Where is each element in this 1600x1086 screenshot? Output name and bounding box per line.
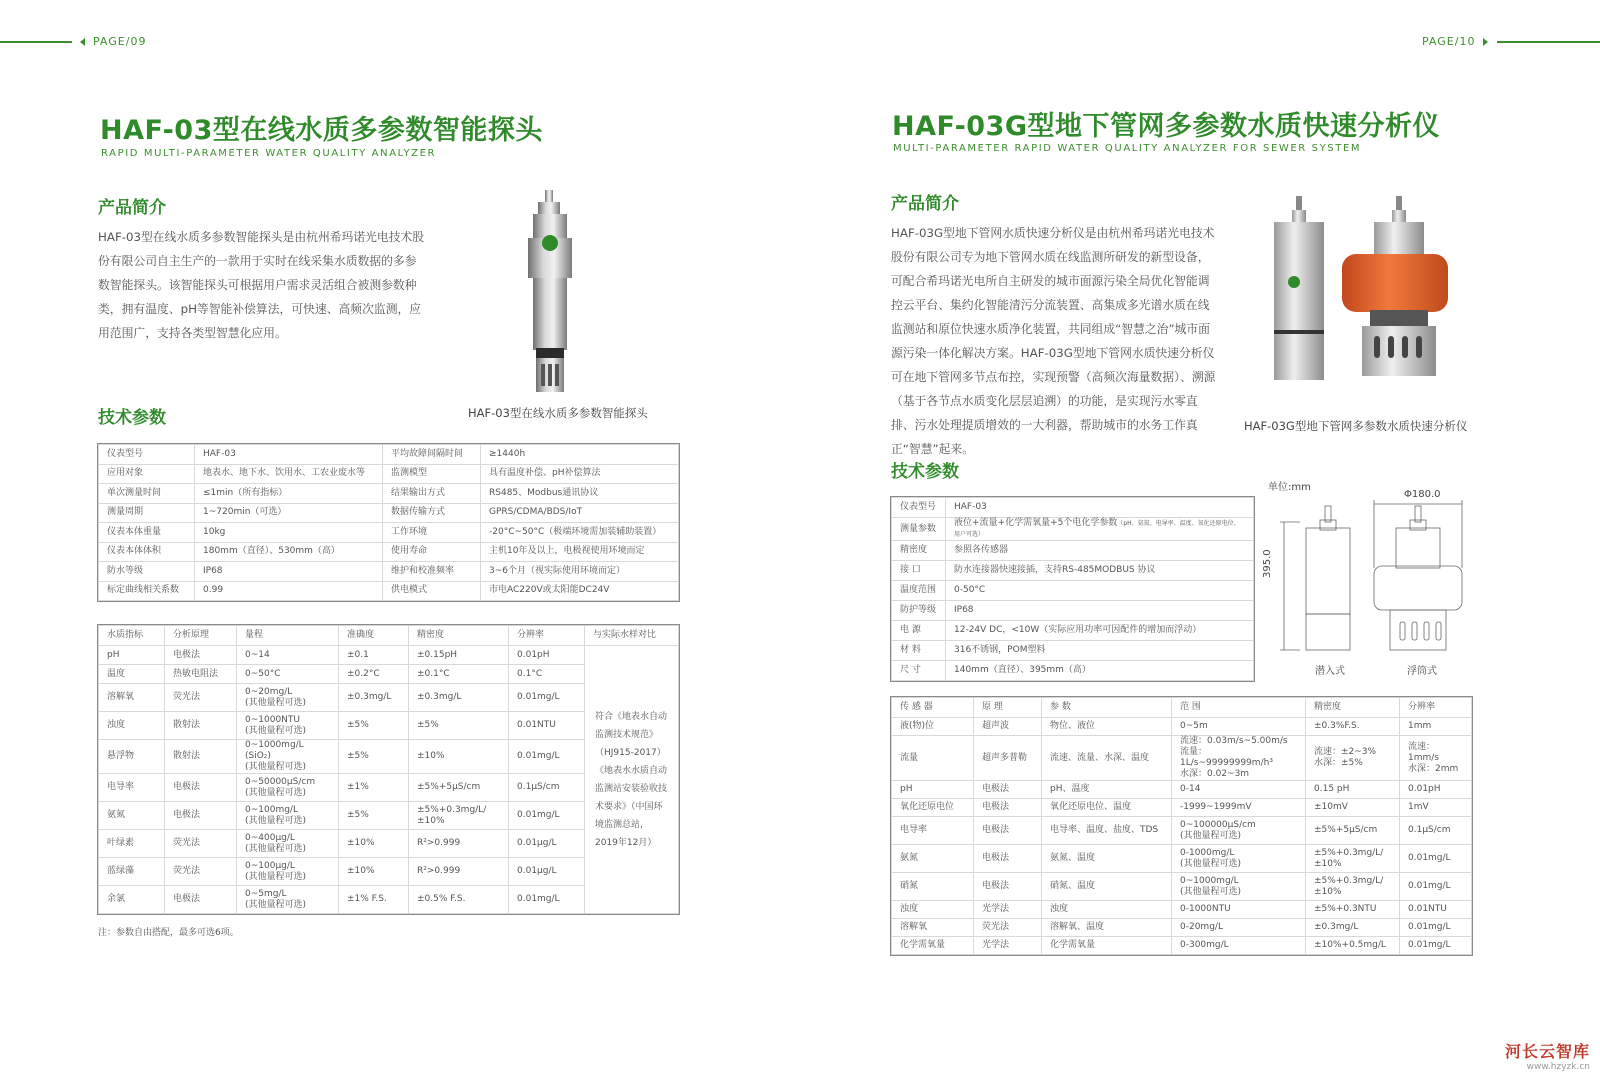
spec-label: 仪表本体体积: [99, 542, 195, 562]
table-row: [892, 901, 1472, 919]
table-cell: 光学法: [974, 937, 1042, 955]
page-number-right: PAGE/10: [1422, 35, 1488, 48]
table-cell: ±0.5% F.S.: [409, 886, 509, 914]
spec-value: IP68: [195, 562, 383, 582]
table-cell: 电极法: [165, 774, 237, 802]
spec-value: 具有温度补偿、pH补偿算法: [481, 464, 679, 484]
spec-label: 使用寿命: [383, 542, 481, 562]
spec-value: GPRS/CDMA/BDS/IoT: [481, 503, 679, 523]
dimension-diagram: [1270, 498, 1480, 658]
left-footnote: 注：参数自由搭配，最多可选6项。: [98, 928, 239, 938]
column-header: 精密度: [1306, 698, 1400, 718]
table-cell: 氨氮: [99, 802, 165, 830]
table-cell: 0.01mg/L: [1400, 845, 1472, 873]
table-cell: 0.01μg/L: [509, 830, 585, 858]
spec-value: 0-50°C: [946, 581, 1254, 601]
table-cell: 硝氮: [892, 873, 974, 901]
table-cell: 0.01mg/L: [1400, 873, 1472, 901]
spec-value: ≥1440h: [481, 445, 679, 465]
table-cell: ±1% F.S.: [339, 886, 409, 914]
diagram-diameter: Φ180.0: [1404, 489, 1441, 500]
table-cell: 0.1°C: [509, 665, 585, 684]
column-header: 分析原理: [165, 626, 237, 646]
table-row: [892, 541, 1254, 561]
spec-value: HAF-03: [946, 498, 1254, 518]
table-cell: 0.01mg/L: [1400, 937, 1472, 955]
triangle-left-icon: [80, 38, 85, 46]
table-cell: 电极法: [165, 886, 237, 914]
table-cell: 0~400μg/L (其他量程可选): [237, 830, 339, 858]
right-intro-text: HAF-03G型地下管网水质快速分析仪是由杭州希玛诺光电技术股份有限公司专为地下管网水质在线监测所研发的新型设备，可配合希玛诺光电所自主研发的城市面源污染全局优化智能调控云平台、集约化智能清污分流装置、高集成多光谱水质在线监测站和原位快速水质净化装置，共同组成“智慧之治”城市面源污染一体化解决方案。HAF-03G型地下管网水质快速分析仪可在地下管网多节点布控，实现预警（高频次海量数据）、溯源（基于各节点水质变化层层追溯）的功能，是实现污水零直排、污水处理提质增效的一大利器，帮助城市的水务工作真正“智慧”起来。: [891, 226, 1216, 456]
table-cell: 电极法: [974, 845, 1042, 873]
table-cell: 0.01mg/L: [509, 740, 585, 774]
table-cell: ±5%: [339, 740, 409, 774]
table-cell: 荧光法: [165, 830, 237, 858]
table-row: [892, 561, 1254, 581]
table-row: [892, 518, 1254, 541]
table-cell: ±5%: [339, 802, 409, 830]
table-cell: 0~14: [237, 646, 339, 665]
table-cell: ±0.3mg/L: [1306, 919, 1400, 937]
table-cell: ±0.1: [339, 646, 409, 665]
spec-label: 工作环境: [383, 523, 481, 543]
left-params-heading: 技术参数: [98, 408, 166, 428]
comparison-note: 符合《地表水自动监测技术规范》（HJ915-2017）《地表水水质自动监测站安装验收技术要求》（中国环境监测总站，2019年12月）: [585, 646, 679, 914]
table-cell: 光学法: [974, 901, 1042, 919]
spec-label: 防护等级: [892, 601, 946, 621]
table-cell: ±5%+0.3mg/L/ ±10%: [1306, 845, 1400, 873]
spec-value: 10kg: [195, 523, 383, 543]
table-cell: ±0.3mg/L: [339, 684, 409, 712]
table-cell: ±10%: [339, 858, 409, 886]
spec-value: -20°C~50°C（极端环境需加装辅助装置）: [481, 523, 679, 543]
table-cell: 超声多普勒: [974, 736, 1042, 781]
spec-label: 材 料: [892, 641, 946, 661]
table-cell: ±5%+0.3NTU: [1306, 901, 1400, 919]
watermark-url: www.hzyzk.cn: [1526, 1062, 1590, 1072]
spec-label: 供电模式: [383, 581, 481, 601]
table-cell: ±5%: [409, 712, 509, 740]
spec-value: ≤1min（所有指标）: [195, 484, 383, 504]
table-row: [892, 937, 1472, 955]
spec-value: 液位+流量+化学需氧量+5个电化学参数（pH、氨氮、电导率、温度、氧化还原电位、用户可选）: [946, 518, 1254, 541]
table-cell: 荧光法: [165, 858, 237, 886]
table-cell: ±5%+5μS/cm: [1306, 817, 1400, 845]
table-cell: 电导率、温度、盐度、TDS: [1042, 817, 1172, 845]
table-cell: 1mV: [1400, 799, 1472, 817]
table-cell: ±5%+5μS/cm: [409, 774, 509, 802]
table-row: [99, 562, 679, 582]
table-cell: 电极法: [974, 799, 1042, 817]
table-cell: 浊度: [99, 712, 165, 740]
right-params-heading: 技术参数: [891, 462, 959, 482]
table-cell: ±10%: [339, 830, 409, 858]
table-cell: 电极法: [974, 781, 1042, 799]
table-cell: 超声波: [974, 718, 1042, 736]
column-header: 量程: [237, 626, 339, 646]
table-cell: 0~1000mg/L (SiO₂) (其他量程可选): [237, 740, 339, 774]
column-header: 原 理: [974, 698, 1042, 718]
table-cell: 氨氮: [892, 845, 974, 873]
table-cell: ±5%+0.3mg/L/ ±10%: [409, 802, 509, 830]
page-number-left: PAGE/09: [80, 35, 146, 48]
table-row: [892, 621, 1254, 641]
table-cell: 叶绿素: [99, 830, 165, 858]
table-cell: 流速：1mm/s 水深：2mm: [1400, 736, 1472, 781]
table-cell: 散射法: [165, 712, 237, 740]
table-cell: 余氯: [99, 886, 165, 914]
table-cell: 流速：±2~3% 水深：±5%: [1306, 736, 1400, 781]
table-cell: R²>0.999: [409, 830, 509, 858]
spec-label: 温度范围: [892, 581, 946, 601]
table-cell: 0.01NTU: [509, 712, 585, 740]
table-cell: 0.01mg/L: [1400, 919, 1472, 937]
table-cell: 热敏电阻法: [165, 665, 237, 684]
table-cell: 0.1μS/cm: [509, 774, 585, 802]
triangle-right-icon: [1483, 38, 1488, 46]
table-cell: 1mm: [1400, 718, 1472, 736]
table-cell: 溶解氧: [99, 684, 165, 712]
analyzer-image: [1262, 190, 1452, 390]
measure-param-note: （pH、氨氮、电导率、温度、氧化还原电位、用户可选）: [954, 520, 1240, 538]
table-cell: 0.01pH: [1400, 781, 1472, 799]
table-cell: 0~100μg/L (其他量程可选): [237, 858, 339, 886]
spec-value: RS485、Modbus通讯协议: [481, 484, 679, 504]
table-row: [99, 464, 679, 484]
spec-label: 平均故障间隔时间: [383, 445, 481, 465]
table-cell: 流速：0.03m/s~5.00m/s 流量：1L/s~99999999m/h³ 水深：0.02~3m: [1172, 736, 1306, 781]
table-cell: 0.15 pH: [1306, 781, 1400, 799]
watermark-name: 河长云智库: [1504, 1042, 1590, 1061]
table-row: [892, 718, 1472, 736]
table-cell: 0.01NTU: [1400, 901, 1472, 919]
spec-value: 1~720min（可选）: [195, 503, 383, 523]
table-cell: 液(物)位: [892, 718, 974, 736]
column-header: 范 围: [1172, 698, 1306, 718]
table-row: [892, 498, 1254, 518]
table-cell: 电导率: [892, 817, 974, 845]
column-header: 传 感 器: [892, 698, 974, 718]
table-cell: ±10mV: [1306, 799, 1400, 817]
table-row: [892, 919, 1472, 937]
table-cell: 荧光法: [165, 684, 237, 712]
left-quality-table: [98, 625, 679, 914]
diagram-height: 395.0: [1262, 549, 1273, 578]
table-cell: 0~1000NTU (其他量程可选): [237, 712, 339, 740]
table-cell: 0.01mg/L: [509, 886, 585, 914]
left-image-caption: HAF-03型在线水质多参数智能探头: [468, 406, 648, 420]
table-cell: 0~100mg/L (其他量程可选): [237, 802, 339, 830]
spec-label: 测量参数: [892, 518, 946, 541]
table-row: [99, 445, 679, 465]
watermark: [1505, 1039, 1590, 1072]
table-row: [99, 542, 679, 562]
table-cell: 流量: [892, 736, 974, 781]
spec-value: 市电AC220V或太阳能DC24V: [481, 581, 679, 601]
table-cell: 0.01pH: [509, 646, 585, 665]
table-row: [892, 873, 1472, 901]
spec-label: 防水等级: [99, 562, 195, 582]
spec-value: 地表水、地下水、饮用水、工农业废水等: [195, 464, 383, 484]
spec-label: 接 口: [892, 561, 946, 581]
column-header: 参 数: [1042, 698, 1172, 718]
column-header: 与实际水样对比: [585, 626, 679, 646]
table-cell: 电极法: [974, 817, 1042, 845]
spec-label: 仪表型号: [99, 445, 195, 465]
table-cell: 散射法: [165, 740, 237, 774]
spec-value: 防水连接器快速接插，支持RS-485MODBUS 协议: [946, 561, 1254, 581]
spec-label: 单次测量时间: [99, 484, 195, 504]
right-image-caption: HAF-03G型地下管网多参数水质快速分析仪: [1244, 419, 1468, 433]
table-cell: 0.01mg/L: [509, 802, 585, 830]
table-cell: ±1%: [339, 774, 409, 802]
spec-label: 测量周期: [99, 503, 195, 523]
table-cell: 0~20mg/L (其他量程可选): [237, 684, 339, 712]
spec-label: 尺 寸: [892, 661, 946, 681]
right-sensor-table: [891, 697, 1472, 955]
table-row: [892, 799, 1472, 817]
table-cell: ±5%+0.3mg/L/ ±10%: [1306, 873, 1400, 901]
spec-label: 结果输出方式: [383, 484, 481, 504]
table-cell: 物位、液位: [1042, 718, 1172, 736]
table-cell: 化学需氧量: [892, 937, 974, 955]
table-row: [892, 781, 1472, 799]
spec-value: 3~6个月（视实际使用环境而定）: [481, 562, 679, 582]
table-cell: 0-1000NTU: [1172, 901, 1306, 919]
table-cell: -1999~1999mV: [1172, 799, 1306, 817]
table-cell: 0~5m: [1172, 718, 1306, 736]
table-cell: 氧化还原电位: [892, 799, 974, 817]
table-row: [892, 845, 1472, 873]
table-row: [99, 646, 679, 665]
spec-label: 仪表型号: [892, 498, 946, 518]
header-rule-left: [0, 41, 72, 43]
spec-label: 电 源: [892, 621, 946, 641]
spec-label: 精密度: [892, 541, 946, 561]
table-cell: ±5%: [339, 712, 409, 740]
table-cell: 流速、流量、水深、温度: [1042, 736, 1172, 781]
label-submerged: 潜入式: [1315, 666, 1345, 677]
table-cell: 电极法: [974, 873, 1042, 901]
table-cell: 0-300mg/L: [1172, 937, 1306, 955]
table-cell: 0~5mg/L (其他量程可选): [237, 886, 339, 914]
spec-value: HAF-03: [195, 445, 383, 465]
table-cell: ±10%+0.5mg/L: [1306, 937, 1400, 955]
table-row: [99, 484, 679, 504]
spec-label: 数据传输方式: [383, 503, 481, 523]
table-cell: 0~1000mg/L (其他量程可选): [1172, 873, 1306, 901]
table-cell: 氨氮、温度: [1042, 845, 1172, 873]
table-cell: pH: [892, 781, 974, 799]
table-cell: 蓝绿藻: [99, 858, 165, 886]
table-cell: ±0.2°C: [339, 665, 409, 684]
column-header: 分辨率: [1400, 698, 1472, 718]
table-row: [892, 601, 1254, 621]
table-row: [892, 817, 1472, 845]
label-floating: 浮筒式: [1407, 666, 1437, 677]
table-cell: 悬浮物: [99, 740, 165, 774]
table-cell: 电极法: [165, 646, 237, 665]
table-cell: 硝氮、温度: [1042, 873, 1172, 901]
spec-label: 监测模型: [383, 464, 481, 484]
probe-image: [520, 188, 580, 398]
right-intro-heading: 产品简介: [891, 194, 959, 214]
left-product-subtitle: RAPID MULTI-PARAMETER WATER QUALITY ANALYZER: [101, 148, 437, 159]
spec-label: 维护和校准频率: [383, 562, 481, 582]
header-rule-right: [1497, 41, 1600, 43]
table-cell: 化学需氧量: [1042, 937, 1172, 955]
table-cell: ±0.1°C: [409, 665, 509, 684]
table-cell: 0~100000μS/cm (其他量程可选): [1172, 817, 1306, 845]
table-cell: 温度: [99, 665, 165, 684]
spec-label: 标定曲线相关系数: [99, 581, 195, 601]
spec-value: 参照各传感器: [946, 541, 1254, 561]
table-cell: 浊度: [1042, 901, 1172, 919]
table-cell: pH、温度: [1042, 781, 1172, 799]
right-spec-table: [891, 497, 1254, 681]
table-cell: ±0.15pH: [409, 646, 509, 665]
spec-value: 0.99: [195, 581, 383, 601]
table-cell: ±0.3mg/L: [409, 684, 509, 712]
table-cell: 溶解氧、温度: [1042, 919, 1172, 937]
left-spec-table: [98, 444, 679, 601]
table-row: [892, 736, 1472, 781]
table-cell: 0.01μg/L: [509, 858, 585, 886]
spec-label: 仪表本体重量: [99, 523, 195, 543]
spec-value: 180mm（直径）、530mm（高）: [195, 542, 383, 562]
table-cell: ±0.3%F.S.: [1306, 718, 1400, 736]
right-product-title: HAF-03G型地下管网多参数水质快速分析仪: [892, 111, 1441, 142]
table-row: [892, 661, 1254, 681]
left-intro-text: HAF-03型在线水质多参数智能探头是由杭州希玛诺光电技术股份有限公司自主生产的一款用于实时在线采集水质数据的多参数智能探头。该智能探头可根据用户需求灵活组合被测参数种类，拥有温度、pH等智能补偿算法，可快速、高频次监测，应用范围广，支持各类型智慧化应用。: [98, 230, 425, 340]
table-cell: 0~50000μS/cm (其他量程可选): [237, 774, 339, 802]
table-cell: pH: [99, 646, 165, 665]
table-row: [99, 523, 679, 543]
table-cell: 0-14: [1172, 781, 1306, 799]
table-row: [892, 641, 1254, 661]
table-cell: 电极法: [165, 802, 237, 830]
column-header: 精密度: [409, 626, 509, 646]
left-product-title: HAF-03型在线水质多参数智能探头: [100, 115, 543, 146]
table-row: [892, 581, 1254, 601]
left-intro-heading: 产品简介: [98, 198, 166, 218]
table-cell: 0-1000mg/L (其他量程可选): [1172, 845, 1306, 873]
column-header: 水质指标: [99, 626, 165, 646]
spec-value: 140mm（直径）、395mm（高）: [946, 661, 1254, 681]
table-cell: 0-20mg/L: [1172, 919, 1306, 937]
table-row: [99, 581, 679, 601]
spec-value: 12-24V DC，<10W（实际应用功率可因配件的增加而浮动）: [946, 621, 1254, 641]
table-cell: 浊度: [892, 901, 974, 919]
table-cell: 0.1μS/cm: [1400, 817, 1472, 845]
table-cell: 电导率: [99, 774, 165, 802]
right-product-subtitle: MULTI-PARAMETER RAPID WATER QUALITY ANALYZER FOR SEWER SYSTEM: [893, 143, 1362, 154]
spec-label: 应用对象: [99, 464, 195, 484]
table-cell: 0~50°C: [237, 665, 339, 684]
table-cell: 氧化还原电位、温度: [1042, 799, 1172, 817]
table-cell: ±10%: [409, 740, 509, 774]
table-cell: 荧光法: [974, 919, 1042, 937]
table-cell: R²>0.999: [409, 858, 509, 886]
column-header: 准确度: [339, 626, 409, 646]
table-row: [99, 503, 679, 523]
table-cell: 溶解氧: [892, 919, 974, 937]
table-cell: 0.01mg/L: [509, 684, 585, 712]
diagram-unit: 单位:mm: [1268, 482, 1311, 493]
spec-value: IP68: [946, 601, 1254, 621]
column-header: 分辨率: [509, 626, 585, 646]
spec-value: 主机10年及以上，电极视使用环境而定: [481, 542, 679, 562]
spec-value: 316不锈钢，POM塑料: [946, 641, 1254, 661]
